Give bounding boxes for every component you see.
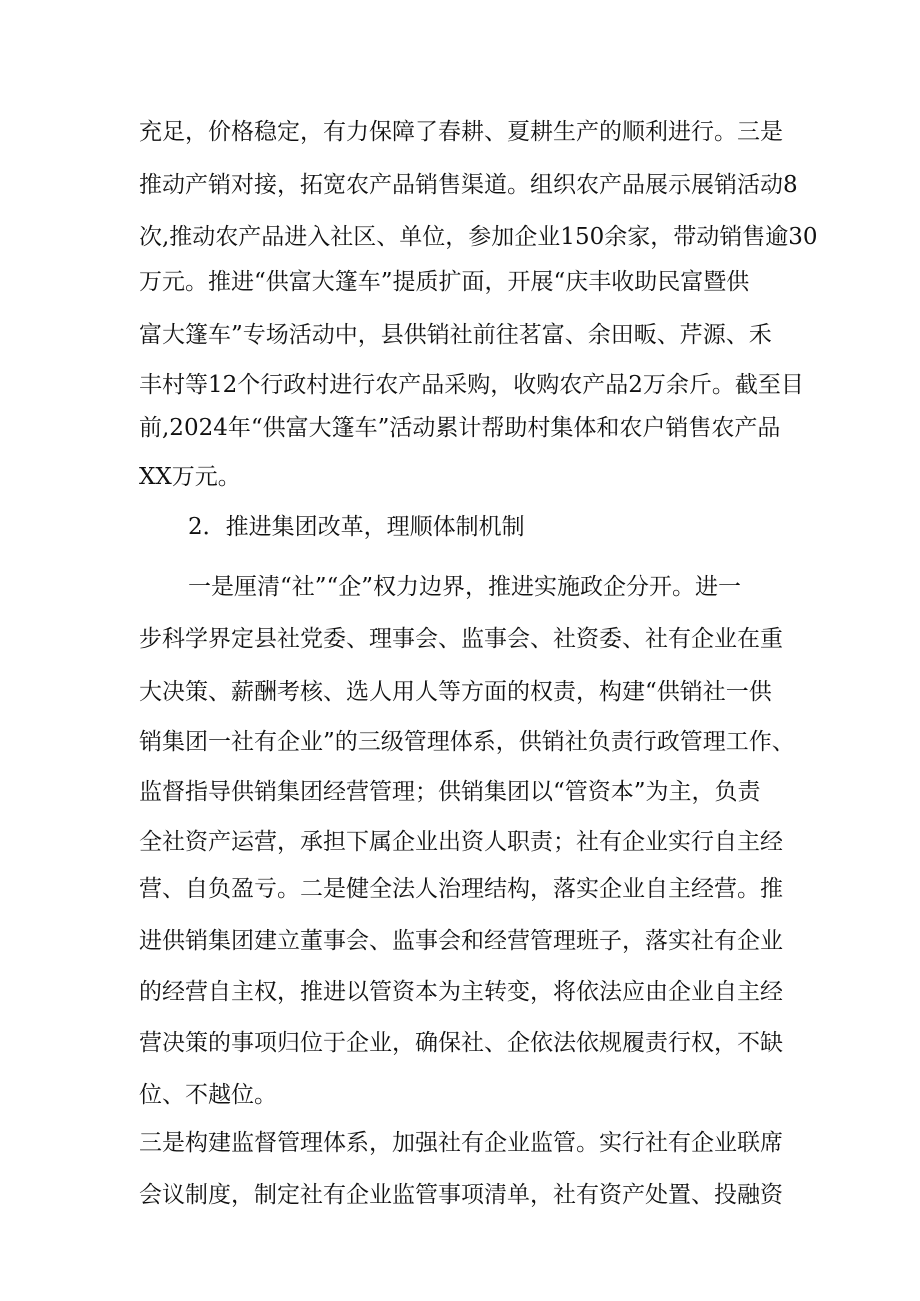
paragraph-2-line-7: 营、自负盈亏。二是健全法人治理结构，落实企业自主经营。推 <box>139 876 783 902</box>
paragraph-1-line-4: 万元。推进“供富大篷车”提质扩面，开展“庆丰收助民富暨供 <box>139 269 750 295</box>
paragraph-1-line-7: 前,2024年“供富大篷车”活动累计帮助村集体和农户销售农产品 <box>139 415 781 441</box>
paragraph-2-line-1: 一是厘清“社”“企”权力边界，推进实施政企分开。进一 <box>188 574 742 600</box>
paragraph-1-line-1: 充足，价格稳定，有力保障了春耕、夏耕生产的顺利进行。三是 <box>139 119 783 145</box>
paragraph-2-line-10: 营决策的事项归位于企业，确保社、企依法依规履责行权，不缺 <box>139 1030 783 1056</box>
paragraph-3-line-1: 三是构建监督管理体系，加强社有企业监管。实行社有企业联席 <box>139 1130 783 1156</box>
paragraph-1-line-5: 富大篷车”专场活动中，县供销社前往茗富、余田畈、芹源、禾 <box>139 322 772 348</box>
paragraph-2-line-6: 全社资产运营，承担下属企业出资人职责；社有企业实行自主经 <box>139 829 783 855</box>
paragraph-1-line-6: 丰村等12个行政村进行农产品采购，收购农产品2万余斤。截至目 <box>139 372 804 398</box>
paragraph-2-line-5: 监督指导供销集团经营管理；供销集团以“管资本”为主，负责 <box>139 779 761 805</box>
paragraph-1-line-8: XX万元。 <box>139 464 241 490</box>
paragraph-2-line-4: 销集团一社有企业”的三级管理体系，供销社负责行政管理工作、 <box>139 729 795 755</box>
section-heading: 2．推进集团改革，理顺体制机制 <box>188 514 525 540</box>
paragraph-2-line-11: 位、不越位。 <box>139 1082 277 1108</box>
paragraph-2-line-9: 的经营自主权，推进以管资本为主转变，将依法应由企业自主经 <box>139 979 783 1005</box>
paragraph-1-line-2: 推动产销对接，拓宽农产品销售渠道。组织农产品展示展销活动8 <box>139 172 798 198</box>
paragraph-2-line-2: 步科学界定县社党委、理事会、监事会、社资委、社有企业在重 <box>139 626 783 652</box>
paragraph-2-line-3: 大决策、薪酬考核、选人用人等方面的权责，构建“供销社一供 <box>139 679 772 705</box>
paragraph-3-line-2: 会议制度，制定社有企业监管事项清单，社有资产处置、投融资 <box>139 1182 783 1208</box>
paragraph-2-line-8: 进供销集团建立董事会、监事会和经营管理班子，落实社有企业 <box>139 928 783 954</box>
paragraph-1-line-3: 次,推动农产品进入社区、单位，参加企业150余家，带动销售逾30 <box>139 224 818 250</box>
